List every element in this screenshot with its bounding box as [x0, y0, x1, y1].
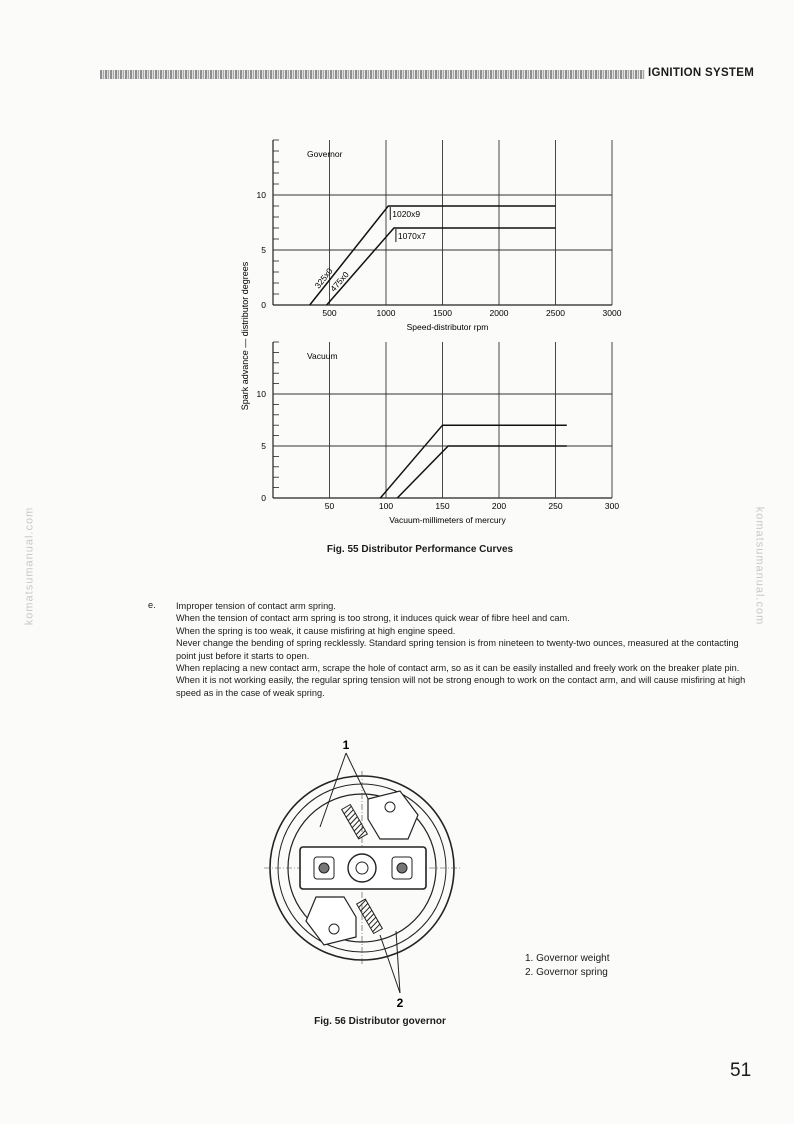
distributor-performance-chart [0, 0, 794, 540]
paragraph: When the spring is too weak, it cause misfiring at high engine speed. [176, 625, 456, 636]
watermark-right: komatsumanual.com [753, 506, 766, 626]
vacuum-chart-title: Vacuum [307, 351, 338, 361]
governor-x-tick-label: 500 [322, 308, 337, 318]
governor-chart [257, 140, 622, 332]
watermark-left: komatsumanual.com [23, 506, 36, 626]
governor-annotation: 325x0 [312, 266, 335, 291]
governor-series-label: 1020x9 [392, 209, 421, 219]
slot-screw [319, 863, 329, 873]
vacuum-y-tick-label: 0 [261, 493, 266, 503]
shaft-hub [348, 854, 376, 882]
callout-1: 1 [342, 738, 350, 752]
governor-x-axis-label: Speed-distributor rpm [406, 322, 489, 332]
legend-item: 2. Governor spring [525, 967, 608, 978]
slot-screw [397, 863, 407, 873]
body-text [176, 600, 756, 699]
governor-series-line [310, 206, 556, 305]
paragraph: When the tension of contact arm spring is too strong, it induces quick wear of fibre heel and cam. [176, 613, 570, 624]
governor-x-tick-label: 2000 [489, 308, 509, 318]
governor-series-label: 1070x7 [397, 231, 426, 241]
governor-x-tick-label: 3000 [602, 308, 622, 318]
governor-x-tick-label: 1000 [376, 308, 396, 318]
vacuum-x-tick-label: 300 [604, 501, 620, 511]
callout-2: 2 [396, 996, 404, 1010]
vacuum-x-axis-label: Vacuum-millimeters of mercury [389, 515, 506, 525]
y-axis-label: Spark advance — distributor degrees [240, 261, 250, 411]
vacuum-x-tick-label: 200 [491, 501, 507, 511]
paragraph: Never change the bending of spring recklessly. Standard spring tension is from nineteen to twenty-two ounces, measured at the contacting point just before it starts to open. [176, 638, 739, 661]
fig55-caption: Fig. 55 Distributor Performance Curves [326, 544, 514, 555]
governor-y-tick-label: 10 [256, 190, 266, 200]
callout-1-leader [320, 753, 346, 827]
fig56-legend [525, 952, 610, 980]
vacuum-y-tick-label: 10 [256, 389, 266, 399]
vacuum-y-tick-label: 5 [261, 441, 266, 451]
section-marker: e. [148, 600, 156, 610]
section-title: IGNITION SYSTEM [648, 67, 755, 79]
governor-y-tick-label: 0 [261, 300, 266, 310]
distributor-governor-drawing [250, 735, 500, 1015]
governor-spring-icon [357, 899, 383, 933]
governor-spring-icon [342, 805, 368, 839]
fig56-caption: Fig. 56 Distributor governor [314, 1016, 446, 1027]
vacuum-x-tick-label: 250 [548, 501, 563, 511]
vacuum-x-tick-label: 150 [435, 501, 450, 511]
legend-item: 1. Governor weight [525, 953, 610, 964]
governor-weight-icon [306, 897, 356, 945]
vacuum-series-line [397, 446, 567, 498]
page-number: 51 [730, 1060, 752, 1081]
governor-x-tick-label: 2500 [546, 308, 565, 318]
governor-chart-title: Governor [307, 149, 343, 159]
paragraph: Improper tension of contact arm spring. [176, 601, 336, 611]
vacuum-chart [257, 342, 620, 525]
vacuum-x-tick-label: 50 [324, 501, 335, 511]
governor-annotation: 475x0 [328, 269, 351, 294]
governor-y-tick-label: 5 [261, 245, 266, 255]
vacuum-x-tick-label: 100 [378, 501, 394, 511]
paragraph: When replacing a new contact arm, scrape the hole of contact arm, so as it can be easily installed and freely work on the breaker plate pin. When it is not working easily, the regular spring tension will not be strong enough to work on the contact arm, and will cause misfiring at high speed as in the case of weak spring. [176, 663, 746, 698]
governor-x-tick-label: 1500 [433, 308, 452, 318]
governor-weight-icon [368, 791, 418, 839]
